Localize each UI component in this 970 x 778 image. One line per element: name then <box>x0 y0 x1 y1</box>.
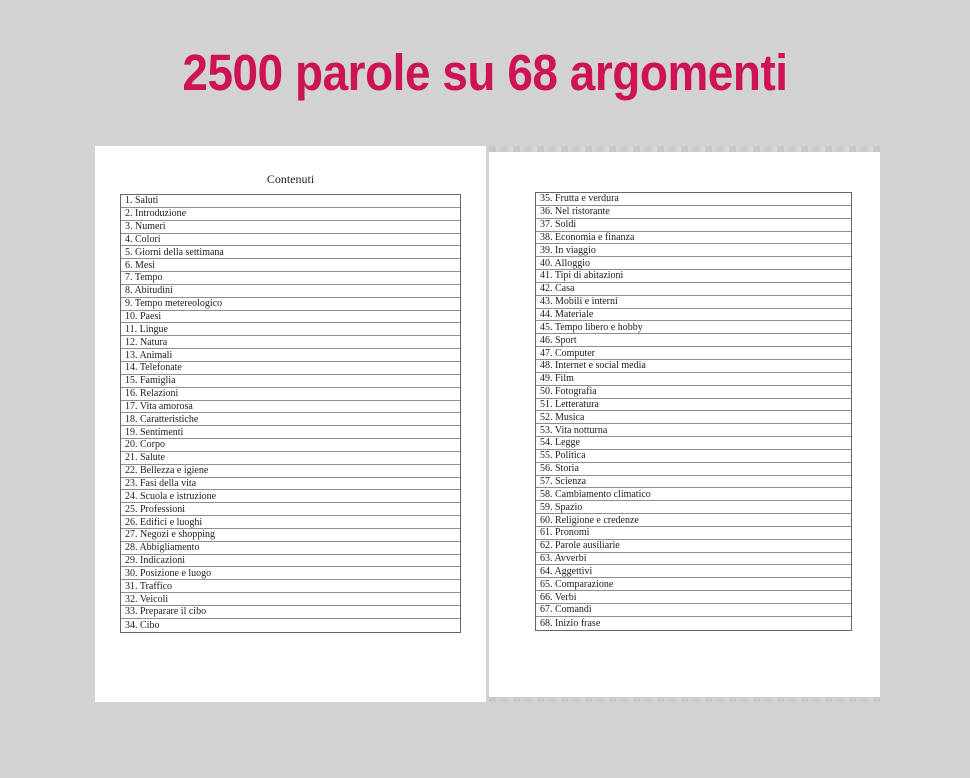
toc-row: 16. Relazioni <box>121 388 460 401</box>
toc-row: 5. Giorni della settimana <box>121 246 460 259</box>
toc-row: 20. Corpo <box>121 439 460 452</box>
toc-row: 7. Tempo <box>121 272 460 285</box>
toc-row: 49. Film <box>536 373 851 386</box>
toc-row: 61. Pronomi <box>536 527 851 540</box>
toc-row: 67. Comandi <box>536 604 851 617</box>
toc-row: 68. Inizio frase <box>540 617 601 629</box>
scan-artifact-bottom <box>489 697 880 702</box>
toc-row: 26. Edifici e luoghi <box>121 516 460 529</box>
toc-row: 47. Computer <box>536 347 851 360</box>
toc-row: 38. Economia e finanza <box>536 232 851 245</box>
toc-row: 23. Fasi della vita <box>121 478 460 491</box>
toc-row: 40. Alloggio <box>536 257 851 270</box>
toc-row: 13. Animali <box>121 349 460 362</box>
toc-row: 45. Tempo libero e hobby <box>536 321 851 334</box>
toc-table-left <box>120 194 461 633</box>
toc-row: 31. Traffico <box>121 580 460 593</box>
toc-row: 15. Famiglia <box>121 375 460 388</box>
toc-row: 62. Parole ausiliarie <box>536 540 851 553</box>
toc-row: 39. In viaggio <box>536 244 851 257</box>
toc-row: 1. Saluti <box>121 195 460 208</box>
toc-row: 28. Abbigliamento <box>121 542 460 555</box>
toc-row: 58. Cambiamento climatico <box>536 488 851 501</box>
toc-row: 29. Indicazioni <box>121 555 460 568</box>
toc-row: 59. Spazio <box>536 501 851 514</box>
toc-row: 56. Storia <box>536 463 851 476</box>
toc-row: 54. Legge <box>536 437 851 450</box>
toc-row: 35. Frutta e verdura <box>536 193 851 206</box>
toc-row: 6. Mesi <box>121 259 460 272</box>
toc-row: 57. Scienza <box>536 476 851 489</box>
toc-row: 42. Casa <box>536 283 851 296</box>
toc-row: 52. Musica <box>536 411 851 424</box>
book-title: 2500 parole su 68 argomenti <box>182 44 788 101</box>
toc-row: 2. Introduzione <box>121 208 460 221</box>
toc-row: 43. Mobili e interni <box>536 296 851 309</box>
toc-row: 34. Cibo <box>125 619 160 631</box>
toc-row: 63. Avverbi <box>536 553 851 566</box>
toc-row: 55. Politica <box>536 450 851 463</box>
toc-row: 44. Materiale <box>536 309 851 322</box>
toc-table-right <box>535 192 852 631</box>
toc-row: 46. Sport <box>536 334 851 347</box>
toc-row: 66. Verbi <box>536 591 851 604</box>
toc-row: 21. Salute <box>121 452 460 465</box>
toc-row: 64. Aggettivi <box>536 565 851 578</box>
toc-row: 33. Preparare il cibo <box>121 606 460 619</box>
toc-row: 11. Lingue <box>121 323 460 336</box>
toc-row: 60. Religione e credenze <box>536 514 851 527</box>
toc-row: 48. Internet e social media <box>536 360 851 373</box>
toc-row: 9. Tempo metereologico <box>121 298 460 311</box>
toc-row: 19. Sentimenti <box>121 426 460 439</box>
toc-row: 41. Tipi di abitazioni <box>536 270 851 283</box>
toc-row: 30. Posizione e luogo <box>121 567 460 580</box>
toc-row: 25. Professioni <box>121 503 460 516</box>
toc-row: 53. Vita notturna <box>536 424 851 437</box>
scan-artifact-top <box>489 146 880 152</box>
toc-row: 32. Veicoli <box>121 593 460 606</box>
toc-row: 27. Negozi e shopping <box>121 529 460 542</box>
toc-row: 8. Abitudini <box>121 285 460 298</box>
toc-row: 3. Numeri <box>121 221 460 234</box>
toc-row: 37. Soldi <box>536 219 851 232</box>
toc-row: 18. Caratteristiche <box>121 413 460 426</box>
right-page <box>489 146 880 702</box>
toc-row: 22. Bellezza e igiene <box>121 465 460 478</box>
contents-header: Contenuti <box>266 172 315 186</box>
toc-row: 10. Paesi <box>121 311 460 324</box>
toc-row: 65. Comparazione <box>536 578 851 591</box>
toc-row: 24. Scuola e istruzione <box>121 490 460 503</box>
toc-row: 36. Nel ristorante <box>536 206 851 219</box>
toc-row: 12. Natura <box>121 336 460 349</box>
toc-row: 17. Vita amorosa <box>121 401 460 414</box>
toc-row: 51. Letteratura <box>536 399 851 412</box>
toc-row: 14. Telefonate <box>121 362 460 375</box>
toc-row: 50. Fotografia <box>536 386 851 399</box>
left-page <box>95 146 486 702</box>
toc-row: 4. Colori <box>121 234 460 247</box>
